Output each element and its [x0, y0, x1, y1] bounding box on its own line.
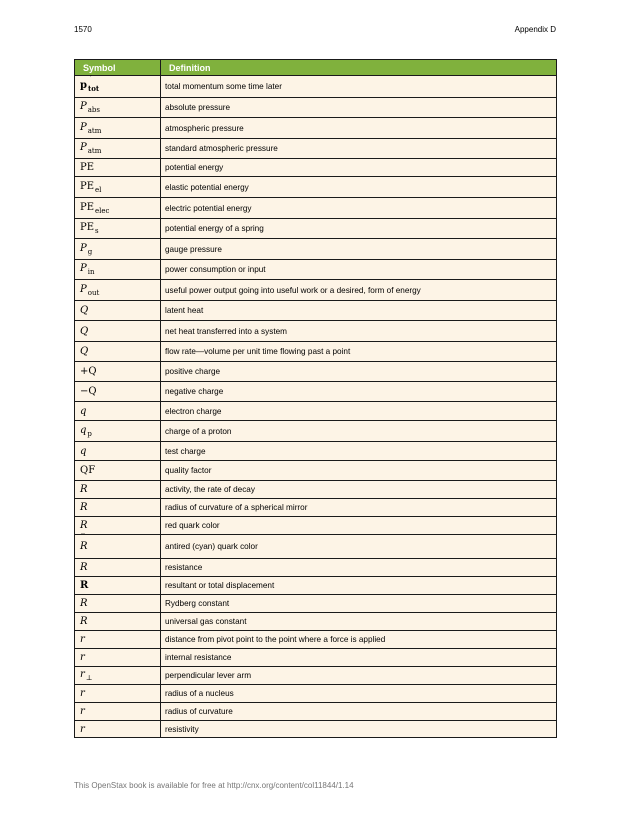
symbol-cell [75, 685, 161, 703]
definition-cell: electric potential energy [161, 198, 557, 219]
definition-cell: useful power output going into useful work or a desired, form of energy [161, 280, 557, 301]
table-row [75, 442, 557, 461]
page-number: 1570 [74, 25, 92, 34]
definition-cell: distance from pivot point to the point where a force is applied [161, 631, 557, 649]
symbol-main: r [80, 652, 85, 663]
symbol-main: q [80, 405, 87, 417]
symbol-subscript: p [87, 429, 92, 438]
symbol-main: r [80, 688, 85, 699]
symbol-main: Q [80, 305, 89, 316]
table-row [75, 239, 557, 260]
definition-cell: flow rate—volume per unit time flowing past a point [161, 342, 557, 362]
definition-cell: potential energy of a spring [161, 219, 557, 239]
symbol-cell [75, 219, 161, 239]
table-row [75, 98, 557, 118]
symbol-subscript: tot [88, 84, 100, 93]
definition-cell: net heat transferred into a system [161, 321, 557, 342]
definition-cell: atmospheric pressure [161, 118, 557, 139]
symbol-cell [75, 159, 161, 177]
table-header-row [75, 60, 557, 76]
symbol-main: R [80, 616, 88, 627]
definition-cell: quality factor [161, 461, 557, 481]
definition-cell: perpendicular lever arm [161, 667, 557, 685]
table-row [75, 499, 557, 517]
table-row [75, 159, 557, 177]
table-row [75, 535, 557, 559]
symbol-main: P [80, 101, 87, 112]
symbol-cell [75, 98, 161, 118]
symbol-cell [75, 481, 161, 499]
table-row [75, 177, 557, 198]
table-row [75, 260, 557, 280]
symbol-main: R [80, 598, 88, 609]
symbol-cell [75, 631, 161, 649]
symbol-cell [75, 595, 161, 613]
definition-cell: radius of curvature [161, 703, 557, 721]
definition-cell: universal gas constant [161, 613, 557, 631]
symbol-main: PE [80, 162, 95, 173]
table-row [75, 321, 557, 342]
symbol-cell [75, 721, 161, 738]
definition-cell: positive charge [161, 362, 557, 382]
symbol-main: PE [80, 222, 95, 233]
symbol-cell [75, 535, 161, 559]
symbol-subscript: el [95, 185, 102, 194]
definition-cell: absolute pressure [161, 98, 557, 118]
chapter-label: Appendix D [514, 25, 556, 34]
definition-cell: resistivity [161, 721, 557, 738]
symbol-main: R [80, 520, 88, 531]
table-row [75, 703, 557, 721]
definition-cell: electron charge [161, 402, 557, 421]
definition-cell: red quark color [161, 517, 557, 535]
table-row [75, 559, 557, 577]
table-row [75, 342, 557, 362]
symbol-main: R [80, 580, 89, 591]
table-row [75, 118, 557, 139]
symbol-subscript: g [87, 247, 93, 256]
table-row [75, 362, 557, 382]
definition-cell: activity, the rate of decay [161, 481, 557, 499]
symbol-subscript: elec [95, 206, 110, 215]
symbol-main: −Q [80, 386, 97, 397]
symbol-main: P [80, 283, 87, 295]
definition-cell: test charge [161, 442, 557, 461]
definition-cell: radius of curvature of a spherical mirror [161, 499, 557, 517]
table-row [75, 631, 557, 649]
table-row [75, 667, 557, 685]
symbol-cell [75, 421, 161, 442]
symbol-cell [75, 461, 161, 481]
table-row [75, 382, 557, 402]
symbol-subscript: atm [87, 147, 102, 155]
symbol-cell [75, 613, 161, 631]
symbol-subscript: abs [87, 106, 100, 114]
symbol-table [74, 59, 557, 738]
symbol-subscript: atm [87, 126, 102, 135]
table-row [75, 301, 557, 321]
symbol-cell [75, 362, 161, 382]
symbol-cell [75, 239, 161, 260]
table-row [75, 595, 557, 613]
symbol-cell [75, 198, 161, 219]
definition-cell: radius of a nucleus [161, 685, 557, 703]
symbol-main: QF [80, 465, 96, 476]
table-row [75, 421, 557, 442]
symbol-main: R [80, 562, 88, 573]
definition-cell: internal resistance [161, 649, 557, 667]
table-row [75, 721, 557, 738]
symbol-main: P [80, 242, 87, 254]
symbol-column-header: Symbol [75, 60, 161, 76]
symbol-main: Q [80, 346, 89, 357]
symbol-main: ′ p [80, 80, 87, 91]
definition-cell: power consumption or input [161, 260, 557, 280]
symbol-cell [75, 649, 161, 667]
symbol-cell [75, 280, 161, 301]
symbol-cell [75, 667, 161, 685]
symbol-main: R [80, 484, 88, 495]
symbol-main: PE [80, 201, 95, 213]
definition-cell: elastic potential energy [161, 177, 557, 198]
symbol-main: r [80, 723, 85, 735]
table-row [75, 577, 557, 595]
symbol-main: ‾ R [80, 541, 88, 552]
symbol-cell [75, 559, 161, 577]
definition-cell: standard atmospheric pressure [161, 139, 557, 159]
symbol-cell [75, 260, 161, 280]
symbol-main: +Q [80, 366, 97, 377]
definition-cell: charge of a proton [161, 421, 557, 442]
table-row [75, 649, 557, 667]
symbol-cell [75, 321, 161, 342]
definition-cell: resultant or total displacement [161, 577, 557, 595]
symbol-cell [75, 301, 161, 321]
table-row [75, 198, 557, 219]
symbol-main: Q [80, 325, 89, 337]
symbol-cell [75, 382, 161, 402]
symbol-main: R [80, 502, 88, 513]
definition-cell: antired (cyan) quark color [161, 535, 557, 559]
symbol-main: P [80, 121, 87, 133]
symbol-cell [75, 177, 161, 198]
symbol-cell [75, 118, 161, 139]
table-row [75, 76, 557, 98]
table-row [75, 402, 557, 421]
definition-cell: total momentum some time later [161, 76, 557, 98]
symbol-main: q [80, 445, 87, 457]
table-row [75, 685, 557, 703]
symbol-subscript: in [87, 268, 95, 276]
table-row [75, 517, 557, 535]
symbol-main: r [80, 669, 85, 680]
symbol-main: PE [80, 180, 95, 192]
symbol-main: r [80, 706, 85, 717]
symbol-cell [75, 342, 161, 362]
table-row [75, 613, 557, 631]
symbol-cell [75, 703, 161, 721]
definition-cell: latent heat [161, 301, 557, 321]
symbol-subscript: out [87, 288, 100, 297]
table-row [75, 481, 557, 499]
definition-cell: gauge pressure [161, 239, 557, 260]
symbol-main: r [80, 634, 85, 645]
symbol-cell [75, 139, 161, 159]
definition-cell: negative charge [161, 382, 557, 402]
symbol-cell [75, 499, 161, 517]
symbol-main: P [80, 263, 87, 274]
symbol-cell [75, 517, 161, 535]
table-row [75, 219, 557, 239]
symbol-cell [75, 76, 161, 98]
table-row [75, 461, 557, 481]
definition-column-header: Definition [161, 60, 557, 76]
symbol-cell [75, 577, 161, 595]
symbol-cell [75, 402, 161, 421]
table-row [75, 139, 557, 159]
symbol-subscript: s [95, 227, 99, 235]
definition-cell: potential energy [161, 159, 557, 177]
table-row [75, 280, 557, 301]
definition-cell: Rydberg constant [161, 595, 557, 613]
symbol-cell [75, 442, 161, 461]
symbol-subscript: ⊥ [85, 674, 93, 682]
footer-note: This OpenStax book is available for free at http://cnx.org/content/col11844/1.14 [74, 781, 354, 790]
symbol-main: P [80, 142, 87, 153]
symbol-main: q [80, 424, 87, 436]
definition-cell: resistance [161, 559, 557, 577]
